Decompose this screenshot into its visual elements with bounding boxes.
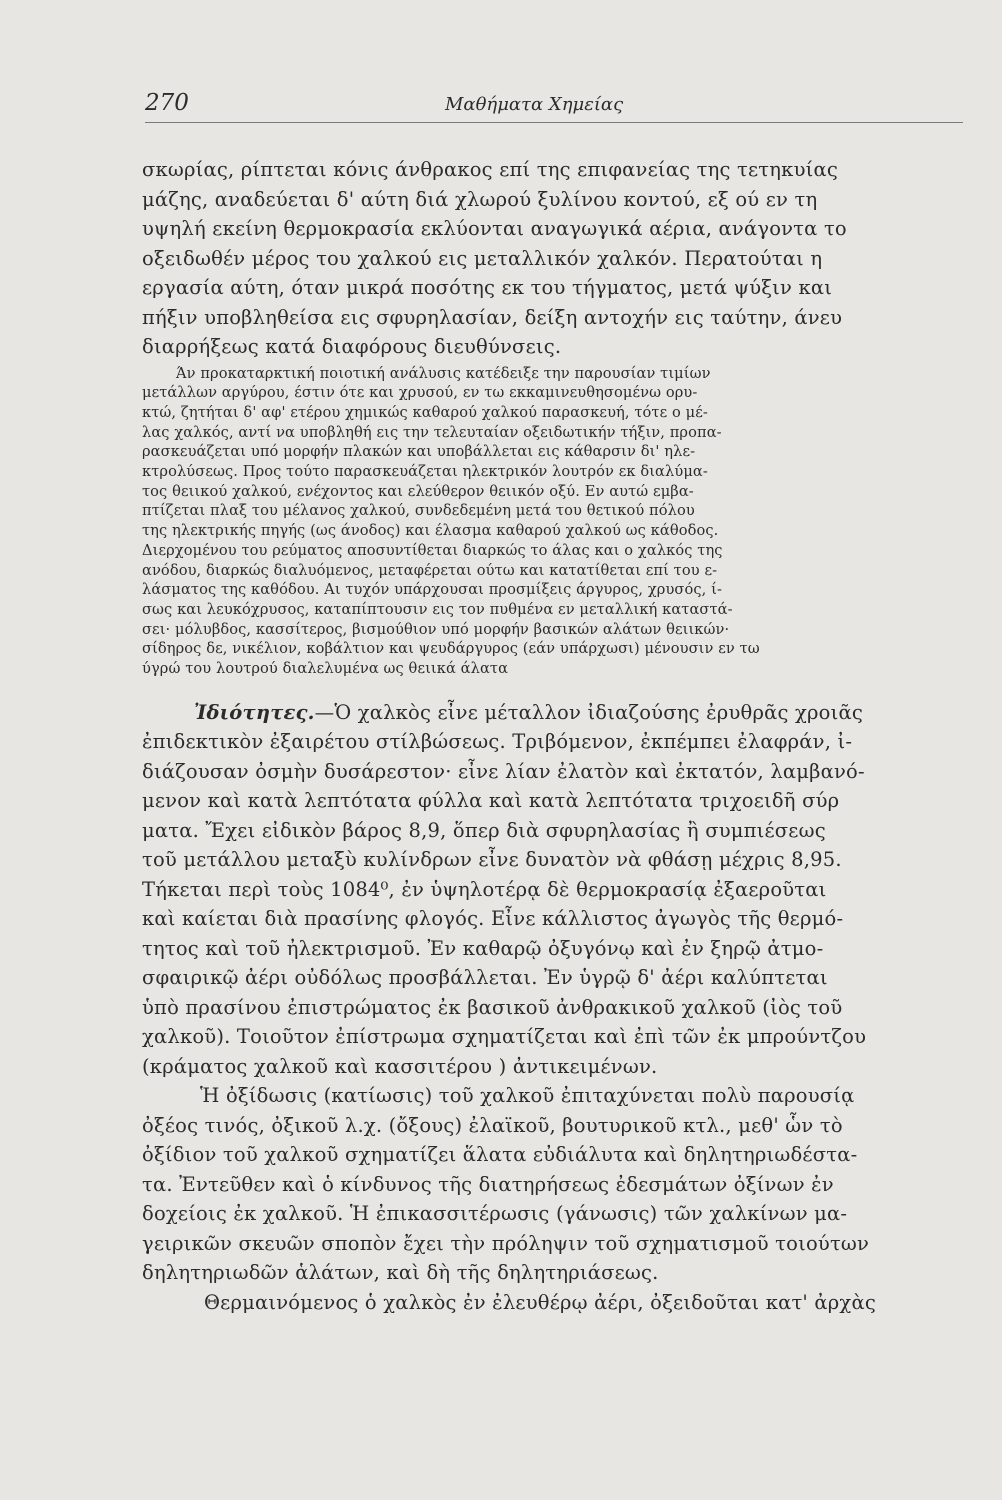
note-line: πτίζεται πλαξ του μέλανος χαλκού, συνδεδεμένη μετά του θετικού πόλου: [142, 502, 695, 520]
text-line: (κράματος χαλκοῦ καὶ κασσιτέρου ) ἀντικειμένων.: [142, 1054, 658, 1078]
note-line: ρασκευάζεται υπό μορφήν πλακών και υποβάλλεται εις κάθαρσιν δι' ηλε-: [142, 443, 696, 461]
properties-section: [142, 698, 964, 1082]
note-line: της ηλεκτρικής πηγής (ως άνοδος) και έλασμα καθαρού χαλκού ως κάθοδος.: [142, 522, 719, 540]
note-line: μετάλλων αργύρου, έστιν ότε και χρυσού, εν τω εκκαμινευθησομένω ορυ-: [142, 384, 698, 402]
page-body: [142, 155, 964, 1317]
note-line: σως και λευκόχρυσος, καταπίπτουσιν εις τον πυθμένα εν μεταλλική καταστά-: [142, 600, 733, 618]
note-line: λας χαλκός, αντί να υποβληθή εις την τελευταίαν οξειδωτικήν τήξιν, προπα-: [142, 423, 722, 441]
note-line: ύγρώ του λουτρού διαλελυμένα ως θειικά άλατα: [142, 660, 509, 678]
section-first-line: [142, 698, 964, 728]
text-line: γειρικῶν σκευῶν σποπὸν ἔχει τὴν πρόληψιν τοῦ σχηματισμοῦ τοιούτων: [142, 1231, 870, 1255]
text-line: τοῦ μετάλλου μεταξὺ κυλίνδρων εἶνε δυνατὸν νὰ φθάσῃ μέχρις 8,95.: [142, 848, 842, 872]
note-line: ανόδου, διαρκώς διαλυόμενος, μεταφέρεται ούτω και κατατίθεται επί του ε-: [142, 561, 718, 579]
text-line: ἐπιδεκτικὸν ἐξαιρέτου στίλβώσεως. Τριβόμενον, ἐκπέμπει ἐλαφράν, ἰ-: [142, 730, 853, 754]
text-line: οξειδωθέν μέρος του χαλκού εις μεταλλικόν χαλκόν. Περατούται η: [142, 246, 823, 270]
text-line: ὑπὸ πρασίνου ἐπιστρώματος ἐκ βασικοῦ ἀνθρακικοῦ χαλκοῦ (ἰὸς τοῦ: [142, 995, 843, 1019]
text-line: διαρρήξεως κατά διαφόρους διευθύνσεις.: [142, 335, 562, 358]
note-line: κτώ, ζητήται δ' αφ' ετέρου χημικώς καθαρού χαλκού παρασκευή, τότε ο μέ-: [142, 403, 708, 421]
text-line: δηλητηριωδῶν ἁλάτων, καὶ δὴ τῆς δηλητηριάσεως.: [142, 1261, 659, 1285]
text-line: τητος καὶ τοῦ ἠλεκτρισμοῦ. Ἐν καθαρῷ ὀξυγόνῳ καὶ ἐν ξηρῷ ἀτμο-: [142, 936, 824, 960]
note-line: Διερχομένου του ρεύματος αποσυντίθεται διαρκώς το άλας και ο χαλκός της: [142, 541, 723, 559]
section-heading: Ἰδιότητες.: [194, 700, 315, 724]
small-print-note: [142, 364, 964, 679]
page-header: [145, 90, 963, 123]
text-line: σφαιρικῷ ἀέρι οὐδόλως προσβάλλεται. Ἐν ὑγρῷ δ' ἀέρι καλύπτεται: [142, 966, 828, 990]
text-line: πήξιν υποβληθείσα εις σφυρηλασίαν, δείξη αντοχήν εις ταύτην, άνευ: [142, 305, 843, 329]
text-line: μάζης, αναδεύεται δ' αύτη διά χλωρού ξυλίνου κοντού, εξ ού εν τη: [142, 187, 818, 211]
text-line: μενον καὶ κατὰ λεπτότατα φύλλα καὶ κατὰ λεπτότατα τριχοειδῆ σύρ: [142, 789, 840, 813]
text-line: Ἡ ὀξίδωσις (κατίωσις) τοῦ χαλκοῦ ἐπιταχύνεται πολὺ παρουσίᾳ: [200, 1084, 855, 1108]
text-line: σκωρίας, ρίπτεται κόνις άνθρακος επί της επιφανείας της τετηκυίας: [142, 158, 838, 181]
text-line: Τήκεται περὶ τοὺς 1084⁰, ἐν ὑψηλοτέρᾳ δὲ θερμοκρασίᾳ ἐξαεροῦται: [142, 877, 827, 901]
note-line: σει· μόλυβδος, κασσίτερος, βισμούθιον υπό μορφήν βασικών αλάτων θειικών·: [142, 620, 730, 638]
paragraph-heating: [142, 1288, 964, 1318]
paragraph-continued: [142, 155, 964, 362]
text-line: χαλκοῦ). Τοιοῦτον ἐπίστρωμα σχηματίζεται καὶ ἐπὶ τῶν ἐκ μπρούντζου: [142, 1025, 867, 1049]
page-number: 270: [145, 90, 189, 116]
text-line: καὶ καίεται διὰ πρασίνης φλογός. Εἶνε κάλλιστος ἀγωγὸς τῆς θερμό-: [142, 907, 844, 931]
text-line: δοχείοις ἐκ χαλκοῦ. Ἡ ἐπικασσιτέρωσις (γάνωσις) τῶν χαλκίνων μα-: [142, 1202, 848, 1226]
note-line: τος θειικού χαλκού, ενέχοντος και ελεύθερον θειικόν οξύ. Εν αυτώ εμβα-: [142, 482, 694, 500]
text-line: ὀξίδιον τοῦ χαλκοῦ σχηματίζει ἅλατα εὐδιάλυτα καὶ δηλητηριωδέστα-: [142, 1143, 858, 1167]
text-line: ὀξέος τινός, ὀξικοῦ λ.χ. (ὄξους) ἐλαϊκοῦ, βουτυρικοῦ κτλ., μεθ' ὧν τὸ: [142, 1113, 843, 1137]
text-line: ματα. Ἔχει εἰδικὸν βάρος 8,9, ὅπερ διὰ σφυρηλασίας ἢ συμπιέσεως: [142, 818, 826, 842]
text-line: —Ὁ χαλκὸς εἶνε μέταλλον ἰδιαζούσης ἐρυθρᾶς χροιᾶς: [314, 700, 863, 724]
note-line: σίδηρος δε, νικέλιον, κοβάλτιον και ψευδάργυρος (εάν υπάρχωσι) μένουσιν εν τω: [142, 640, 760, 658]
text-line: τα. Ἐντεῦθεν καὶ ὁ κίνδυνος τῆς διατηρήσεως ἐδεσμάτων ὀξίνων ἐν: [142, 1172, 834, 1196]
text-line: διάζουσαν ὀσμὴν δυσάρεστον· εἶνε λίαν ἐλατὸν καὶ ἐκτατόν, λαμβανό-: [142, 759, 865, 783]
note-line: λάσματος της καθόδου. Αι τυχόν υπάρχουσαι προσμίξεις άργυρος, χρυσός, ί-: [142, 581, 722, 599]
running-title: Μαθήματα Χημείας: [445, 94, 624, 115]
note-line: Άν προκαταρκτική ποιοτική ανάλυσις κατέδειξε την παρουσίαν τιμίων: [176, 364, 711, 382]
text-line: υψηλή εκείνη θερμοκρασία εκλύονται αναγωγικά αέρια, ανάγοντα το: [142, 217, 847, 240]
paragraph-oxidation: [142, 1081, 964, 1288]
text-line: εργασία αύτη, όταν μικρά ποσότης εκ του τήγματος, μετά ψύξιν και: [142, 276, 833, 299]
note-line: κτρολύσεως. Προς τούτο παρασκευάζεται ηλεκτρικόν λουτρόν εκ διαλύμα-: [142, 463, 708, 481]
text-line: Θερμαινόμενος ὁ χαλκὸς ἐν ἐλευθέρῳ ἀέρι, ὀξειδοῦται κατ' ἀρχὰς: [204, 1290, 876, 1314]
